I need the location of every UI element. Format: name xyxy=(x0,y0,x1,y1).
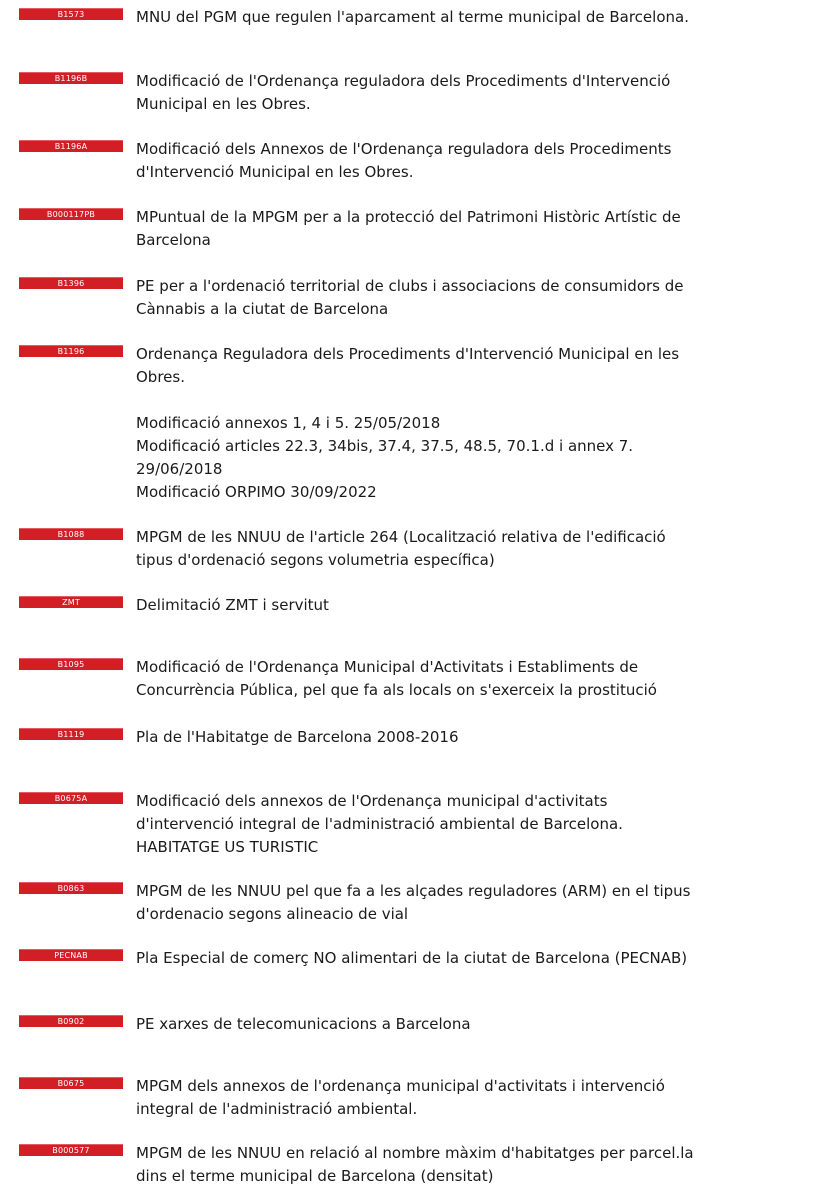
entry-description: MPGM de les NNUU en relació al nombre màxim d'habitatges per parcel.la dins el terme municipal de Barcelona (densitat) xyxy=(136,1144,694,1185)
code-tag[interactable]: B000117PB xyxy=(19,208,123,220)
code-tag[interactable]: B0675A xyxy=(19,792,123,804)
code-tag[interactable]: B0902 xyxy=(19,1015,123,1027)
code-tag[interactable]: B1196B xyxy=(19,72,123,84)
entry-description: MPuntual de la MPGM per a la protecció del Patrimoni Històric Artístic de Barcelona xyxy=(136,208,681,249)
entry-description: Modificació de l'Ordenança Municipal d'Activitats i Establiments de Concurrència Pública, pel que fa als locals on s'exerceix la prostitució xyxy=(136,658,657,699)
entry-description: MPGM dels annexos de l'ordenança municipal d'activitats i intervenció integral de l'administració ambiental. xyxy=(136,1077,665,1118)
entry-description: Modificació dels annexos de l'Ordenança municipal d'activitats d'intervenció integral de l'administració ambiental de Barcelona. HABITATGE US TURISTIC xyxy=(136,792,623,856)
entry-description: MNU del PGM que regulen l'aparcament al terme municipal de Barcelona. xyxy=(136,8,689,26)
code-tag[interactable]: B1119 xyxy=(19,728,123,740)
code-tag[interactable]: B1196A xyxy=(19,140,123,152)
code-tag[interactable]: B0863 xyxy=(19,882,123,894)
entry-description: Ordenança Reguladora dels Procediments d'Intervenció Municipal en les Obres. Modificació annexos 1, 4 i 5. 25/05/2018 Modificació articles 22.3, 34bis, 37.4, 37.5, 48.5, 70.1.d i annex 7. 29/06/2018 Modificació ORPIMO 30/09/2022 xyxy=(136,345,680,501)
entry-description: Modificació dels Annexos de l'Ordenança reguladora dels Procediments d'Intervenció Municipal en les Obres. xyxy=(136,140,672,181)
entry-description: Delimitació ZMT i servitut xyxy=(136,596,329,614)
code-tag[interactable]: B1088 xyxy=(19,528,123,540)
code-tag[interactable]: B1196 xyxy=(19,345,123,357)
entry-description: MPGM de les NNUU de l'article 264 (Localització relativa de l'edificació tipus d'ordenació segons volumetria específica) xyxy=(136,528,666,569)
entry-description: Pla Especial de comerç NO alimentari de la ciutat de Barcelona (PECNAB) xyxy=(136,949,688,967)
code-tag[interactable]: PECNAB xyxy=(19,949,123,961)
code-tag[interactable]: B0675 xyxy=(19,1077,123,1089)
code-tag[interactable]: B1095 xyxy=(19,658,123,670)
entry-description: PE xarxes de telecomunicacions a Barcelona xyxy=(136,1015,471,1033)
entry-description: Pla de l'Habitatge de Barcelona 2008-2016 xyxy=(136,728,459,746)
entry-description: Modificació de l'Ordenança reguladora dels Procediments d'Intervenció Municipal en les Obres. xyxy=(136,72,671,113)
entry-description: MPGM de les NNUU pel que fa a les alçades reguladores (ARM) en el tipus d'ordenacio segons alineacio de vial xyxy=(136,882,691,923)
code-tag[interactable]: B1396 xyxy=(19,277,123,289)
code-tag[interactable]: B1573 xyxy=(19,8,123,20)
entry-description: PE per a l'ordenació territorial de clubs i associacions de consumidors de Cànnabis a la ciutat de Barcelona xyxy=(136,277,684,318)
code-tag[interactable]: ZMT xyxy=(19,596,123,608)
code-tag[interactable]: B000577 xyxy=(19,1144,123,1156)
